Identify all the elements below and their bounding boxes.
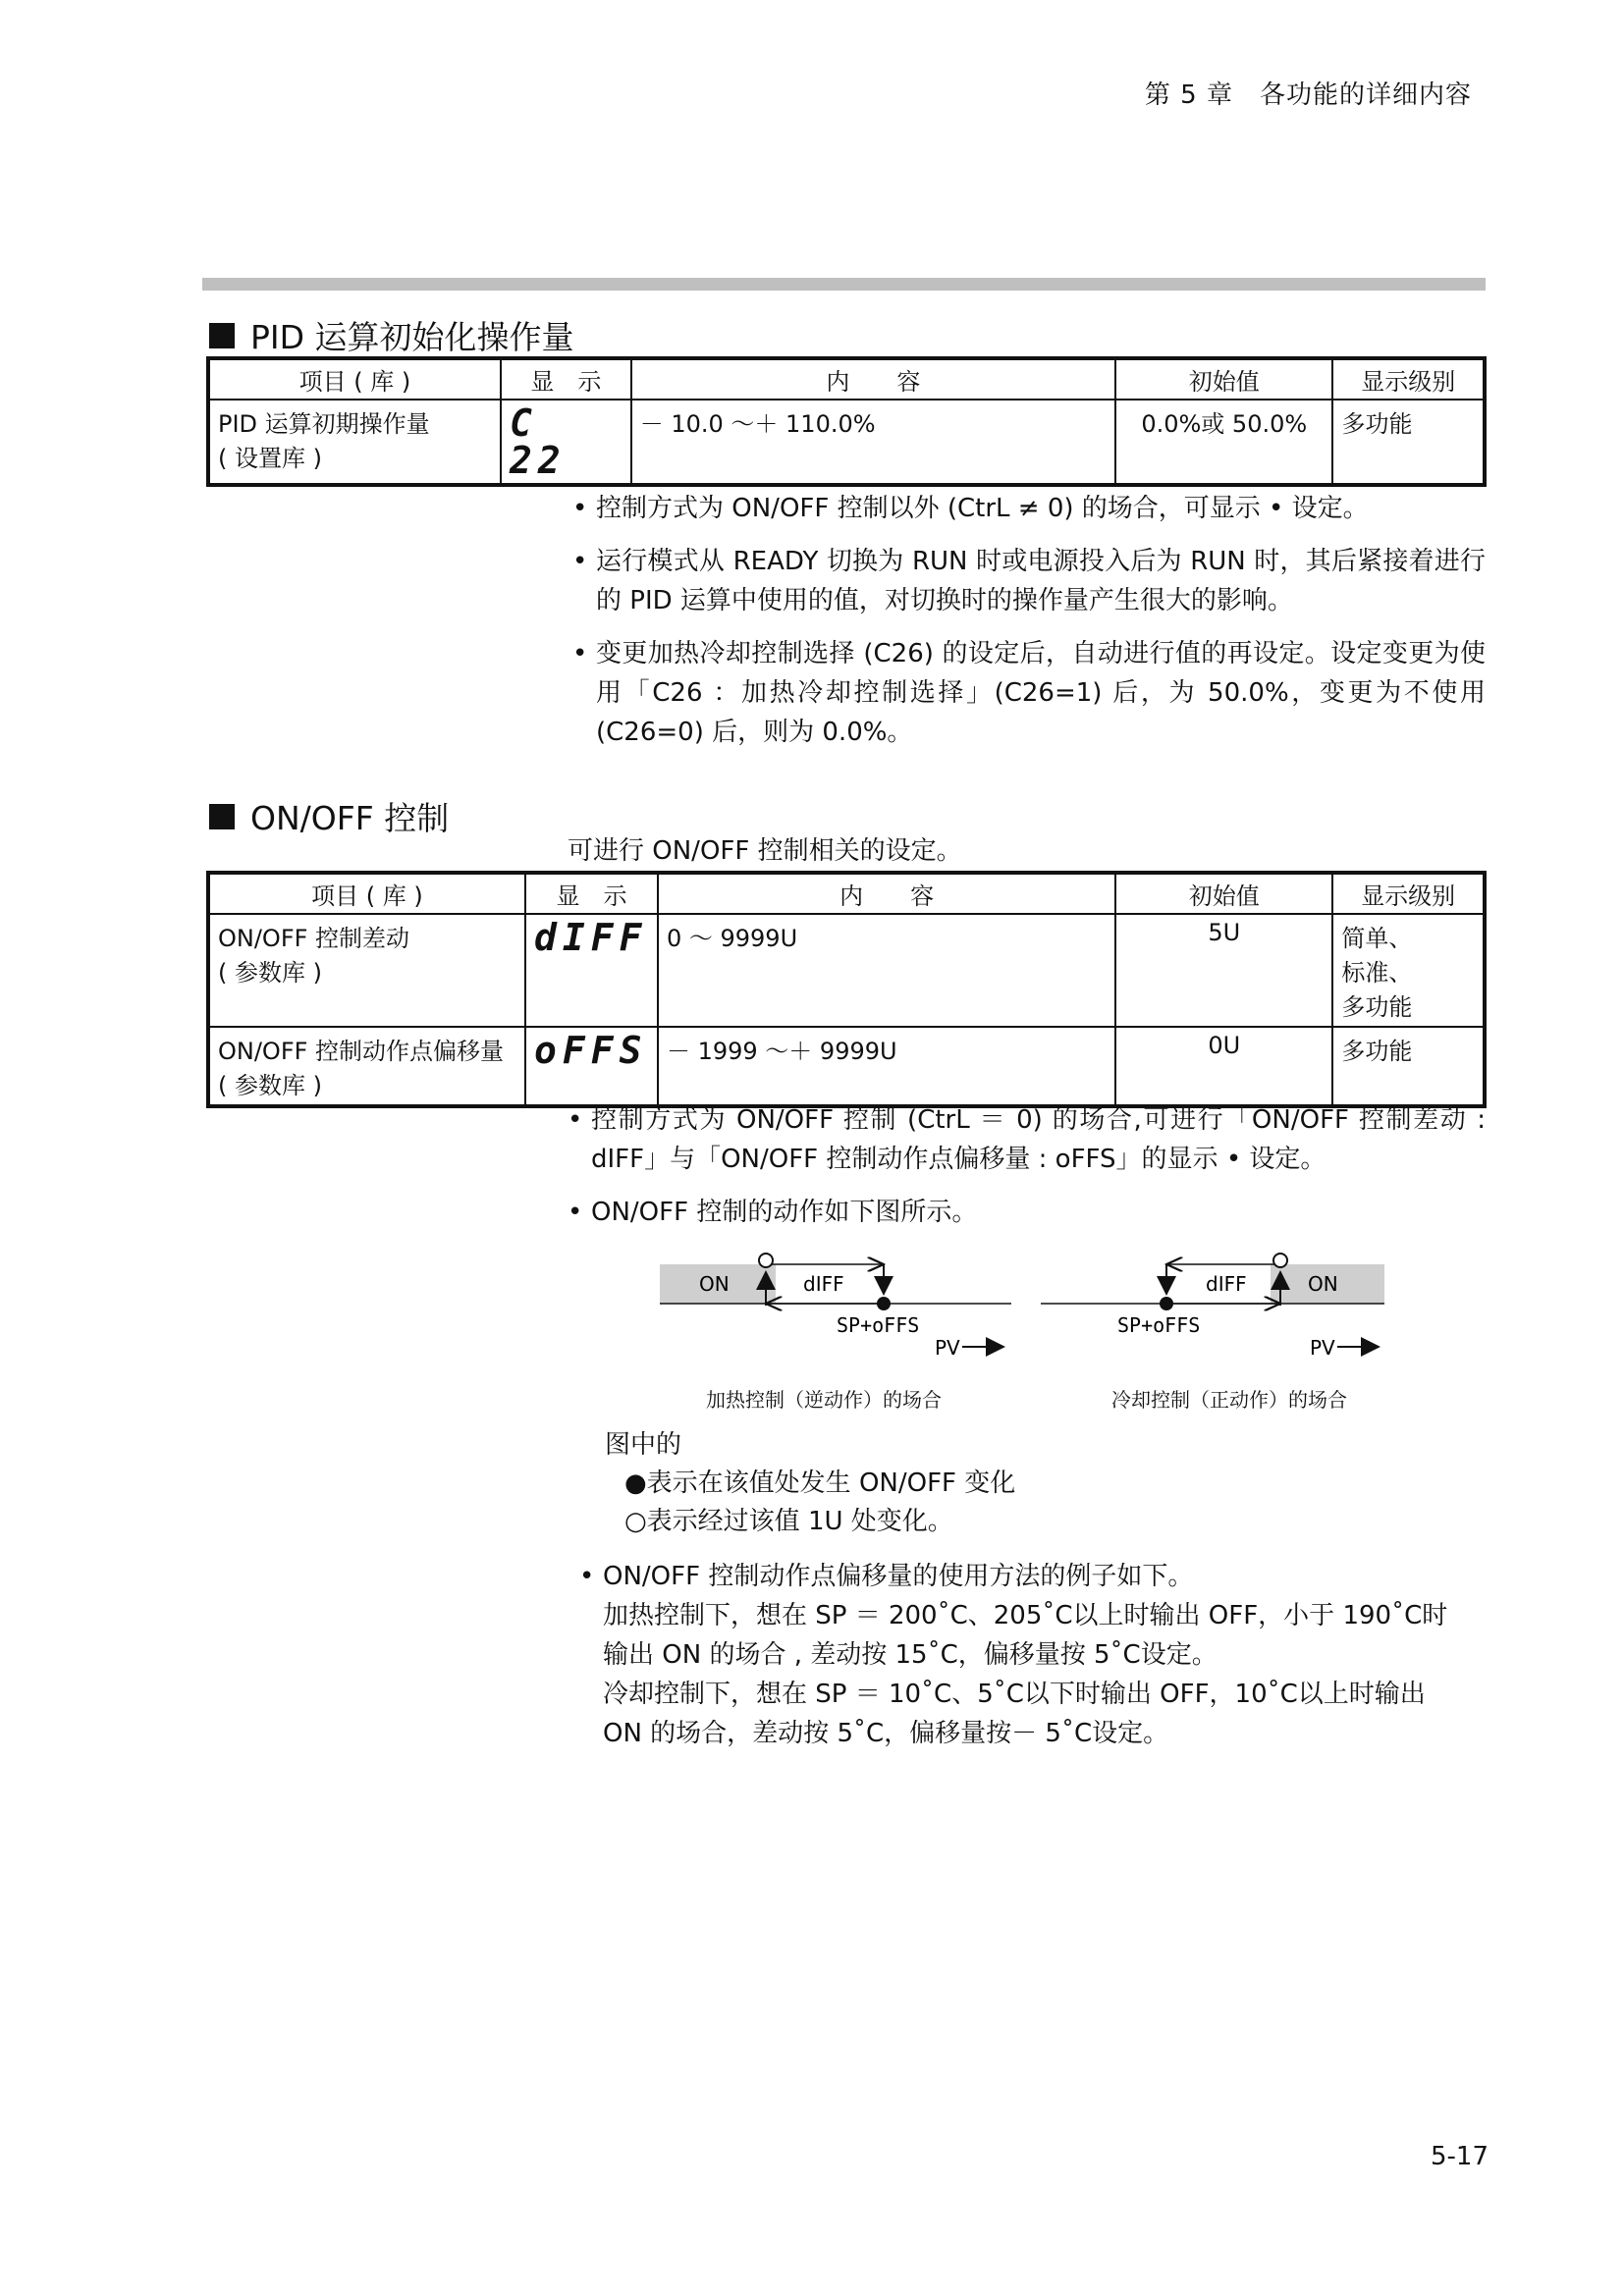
item-cell: ON/OFF 控制差动 ( 参数库 )	[208, 914, 525, 1027]
table-row	[208, 1027, 1485, 1106]
section1-title: PID 运算初始化操作量	[209, 312, 574, 358]
list-item: • 运行模式从 READY 切换为 RUN 时或电源投入后为 RUN 时，其后紧接着进行的 PID 运算中使用的值，对切换时的操作量产生很大的影响。	[572, 547, 1486, 615]
list-item: • 控制方式为 ON/OFF 控制以外 (CtrL ≠ 0) 的场合，可显示 • 设定。	[572, 494, 1369, 523]
table-row	[208, 400, 1485, 485]
col-header-initial: 初始值	[1115, 358, 1332, 400]
filled-point-left	[877, 1297, 891, 1310]
sp-label-left: SP+oFFS	[837, 1313, 920, 1337]
square-bullet-icon	[209, 323, 235, 348]
chapter-header: 第 5 章 各功能的详细内容	[1144, 80, 1472, 110]
page-number: 5-17	[1430, 2142, 1489, 2171]
content-cell: － 10.0 ～＋ 110.0%	[631, 400, 1115, 485]
item-cell: ON/OFF 控制动作点偏移量 ( 参数库 )	[208, 1027, 525, 1106]
hollow-point-left	[759, 1254, 773, 1267]
onoff-diagram	[648, 1245, 1394, 1372]
col-header-content: 内 容	[658, 873, 1115, 914]
col-header-display: 显 示	[501, 358, 631, 400]
table-row	[208, 914, 1485, 1027]
seven-segment-display: C 22	[509, 401, 567, 482]
section2-intro: 可进行 ON/OFF 控制相关的设定。	[568, 836, 962, 866]
diagram-caption-left: 加热控制（逆动作）的场合	[706, 1388, 942, 1412]
legend-filled: ●表示在该值处发生 ON/OFF 变化	[624, 1468, 1016, 1498]
legend-title: 图中的	[605, 1430, 682, 1460]
col-header-level: 显示级别	[1332, 358, 1485, 400]
item-cell: PID 运算初期操作量 ( 设置库 )	[208, 400, 501, 485]
seven-segment-display: oFFS	[533, 1029, 648, 1072]
sp-label-right: SP+oFFS	[1117, 1313, 1201, 1337]
section1-bullets	[572, 489, 1486, 766]
pv-label-left: PV	[935, 1336, 960, 1360]
diff-label-right: dIFF	[1206, 1272, 1247, 1296]
display-cell	[525, 1027, 658, 1106]
initial-cell: 5U	[1115, 914, 1332, 1027]
list-item: • ON/OFF 控制的动作如下图所示。	[568, 1198, 978, 1227]
display-cell	[501, 400, 631, 485]
content-cell: 0 ～ 9999U	[658, 914, 1115, 1027]
list-item: • 变更加热冷却控制选择 (C26) 的设定后，自动进行值的再设定。设定变更为使用「C26 ：加热冷却控制选择」(C26=1) 后，为 50.0%，变更为不使用 (C26=0) 后，则为 0.0%。	[572, 639, 1486, 747]
col-header-content: 内 容	[631, 358, 1115, 400]
content-cell: － 1999 ～＋ 9999U	[658, 1027, 1115, 1106]
onoff-table	[206, 871, 1487, 1108]
on-label-right: ON	[1308, 1272, 1338, 1296]
section-divider	[202, 278, 1486, 291]
diff-label-left: dIFF	[803, 1272, 844, 1296]
level-cell: 简单、 标准、 多功能	[1332, 914, 1485, 1027]
hollow-point-right	[1273, 1254, 1287, 1267]
diagram-caption-right: 冷却控制（正动作）的场合	[1111, 1388, 1347, 1412]
initial-cell: 0.0%或 50.0%	[1115, 400, 1332, 485]
level-cell: 多功能	[1332, 1027, 1485, 1106]
display-cell	[525, 914, 658, 1027]
pid-init-table	[206, 356, 1487, 487]
on-label-left: ON	[699, 1272, 730, 1296]
initial-cell: 0U	[1115, 1027, 1332, 1106]
col-header-display: 显 示	[525, 873, 658, 914]
section2-bullets	[568, 1100, 1486, 1246]
square-bullet-icon	[209, 804, 235, 829]
col-header-initial: 初始值	[1115, 873, 1332, 914]
col-header-item: 项目 ( 库 )	[208, 358, 501, 400]
list-item: • 控制方式为 ON/OFF 控制 (CtrL ＝ 0) 的场合,可进行「ON/OFF 控制差动 : dIFF」与「ON/OFF 控制动作点偏移量 : oFFS」的显示 • 设定。	[568, 1105, 1486, 1174]
section2-title: ON/OFF 控制	[209, 793, 449, 839]
level-cell: 多功能	[1332, 400, 1485, 485]
pv-label-right: PV	[1310, 1336, 1335, 1360]
legend-hollow: ○表示经过该值 1U 处变化。	[624, 1507, 953, 1536]
example-text: 加热控制下，想在 SP ＝ 200˚C、205˚C以上时输出 OFF，小于 190˚C时 输出 ON 的场合 , 差动按 15˚C，偏移量按 5˚C设定。 冷却控制下，想在 SP ＝ 10˚C、5˚C以下时输出 OFF，10˚C以上时输出 ON 的场合，差动按 5˚C，偏移量按－ 5˚C设定。	[603, 1601, 1448, 1748]
filled-point-right	[1160, 1297, 1173, 1310]
col-header-level: 显示级别	[1332, 873, 1485, 914]
col-header-item: 项目 ( 库 )	[208, 873, 525, 914]
seven-segment-display: dIFF	[533, 916, 648, 959]
list-item: • ON/OFF 控制动作点偏移量的使用方法的例子如下。	[579, 1562, 1194, 1591]
